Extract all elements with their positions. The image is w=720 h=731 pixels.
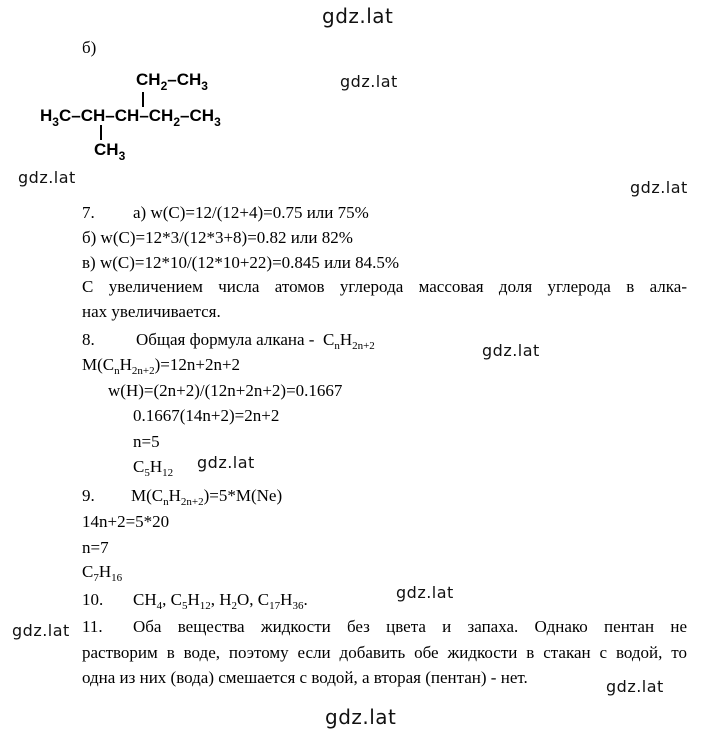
- watermark-bottom: gdz.lat: [325, 705, 397, 729]
- problem-8-text: Общая формула алкана - $C_nH_{2n+2}$: [136, 330, 375, 352]
- problem-8-answer: $C_5H_{12}$: [133, 457, 174, 479]
- watermark: gdz.lat: [630, 178, 688, 197]
- problem-8-mass-fraction: w(H)=(2n+2)/(12n+2n+2)=0.1667: [108, 381, 343, 400]
- problem-11-line-1: Оба вещества жидкости без цвета и запаха. Однако пентан не: [133, 617, 687, 636]
- conclusion-line-1: С увеличением числа атомов углерода массовая доля углерода в алка-: [82, 277, 687, 296]
- problem-9-molar-mass: $M(C_nH_{2n+2})=5*M(Ne)$: [131, 486, 283, 508]
- problem-7c: в) w(C)=12*10/(12*10+22)=0.845 или 84.5%: [82, 253, 400, 272]
- problem-7-number: 7.: [82, 203, 95, 222]
- problem-7b: б) w(C)=12*3/(12*3+8)=0.82 или 82%: [82, 228, 353, 247]
- watermark: gdz.lat: [197, 453, 255, 472]
- watermark: gdz.lat: [340, 72, 398, 91]
- top-ethyl-group: $CH_2-CH_3$: [136, 70, 208, 93]
- problem-10-number: 10.: [82, 590, 104, 609]
- problem-8-number: 8.: [82, 330, 95, 349]
- problem-11-number: 11.: [82, 617, 103, 636]
- problem-9-answer: $C_7H_{16}$: [82, 562, 123, 584]
- problem-10-formulas: $CH_4$, $C_5H_{12}$, $H_2O$, $C_{17}H_{36}$.: [133, 590, 308, 612]
- problem-8-molar-mass: $M(C_nH_{2n+2})=12n+2n+2$: [82, 355, 241, 377]
- problem-8-equation: 0.1667(14n+2)=2n+2: [133, 406, 280, 425]
- watermark: gdz.lat: [12, 621, 70, 640]
- problem-9-n: n=7: [82, 538, 109, 557]
- watermark: gdz.lat: [606, 677, 664, 696]
- main-carbon-chain: $H_3C-CH-CH-CH_2-CH_3$: [40, 106, 221, 129]
- problem-9-equation: 14n+2=5*20: [82, 512, 170, 531]
- problem-11-line-3: одна из них (вода) смешается с водой, а вторая (пентан) - нет.: [82, 668, 528, 687]
- bottom-methyl-group: $CH_3$: [94, 140, 126, 163]
- watermark: gdz.lat: [396, 583, 454, 602]
- problem-7a: а) w(C)=12/(12+4)=0.75 или 75%: [133, 203, 369, 222]
- problem-9-number: 9.: [82, 486, 95, 505]
- watermark-top: gdz.lat: [322, 4, 394, 28]
- part-label: б): [82, 38, 97, 57]
- watermark: gdz.lat: [482, 341, 540, 360]
- watermark: gdz.lat: [18, 168, 76, 187]
- problem-8-n: n=5: [133, 432, 160, 451]
- conclusion-line-2: нах увеличивается.: [82, 302, 221, 321]
- problem-11-line-2: растворим в воде, поэтому если добавить обе жидкости в стакан с водой, то: [82, 643, 687, 662]
